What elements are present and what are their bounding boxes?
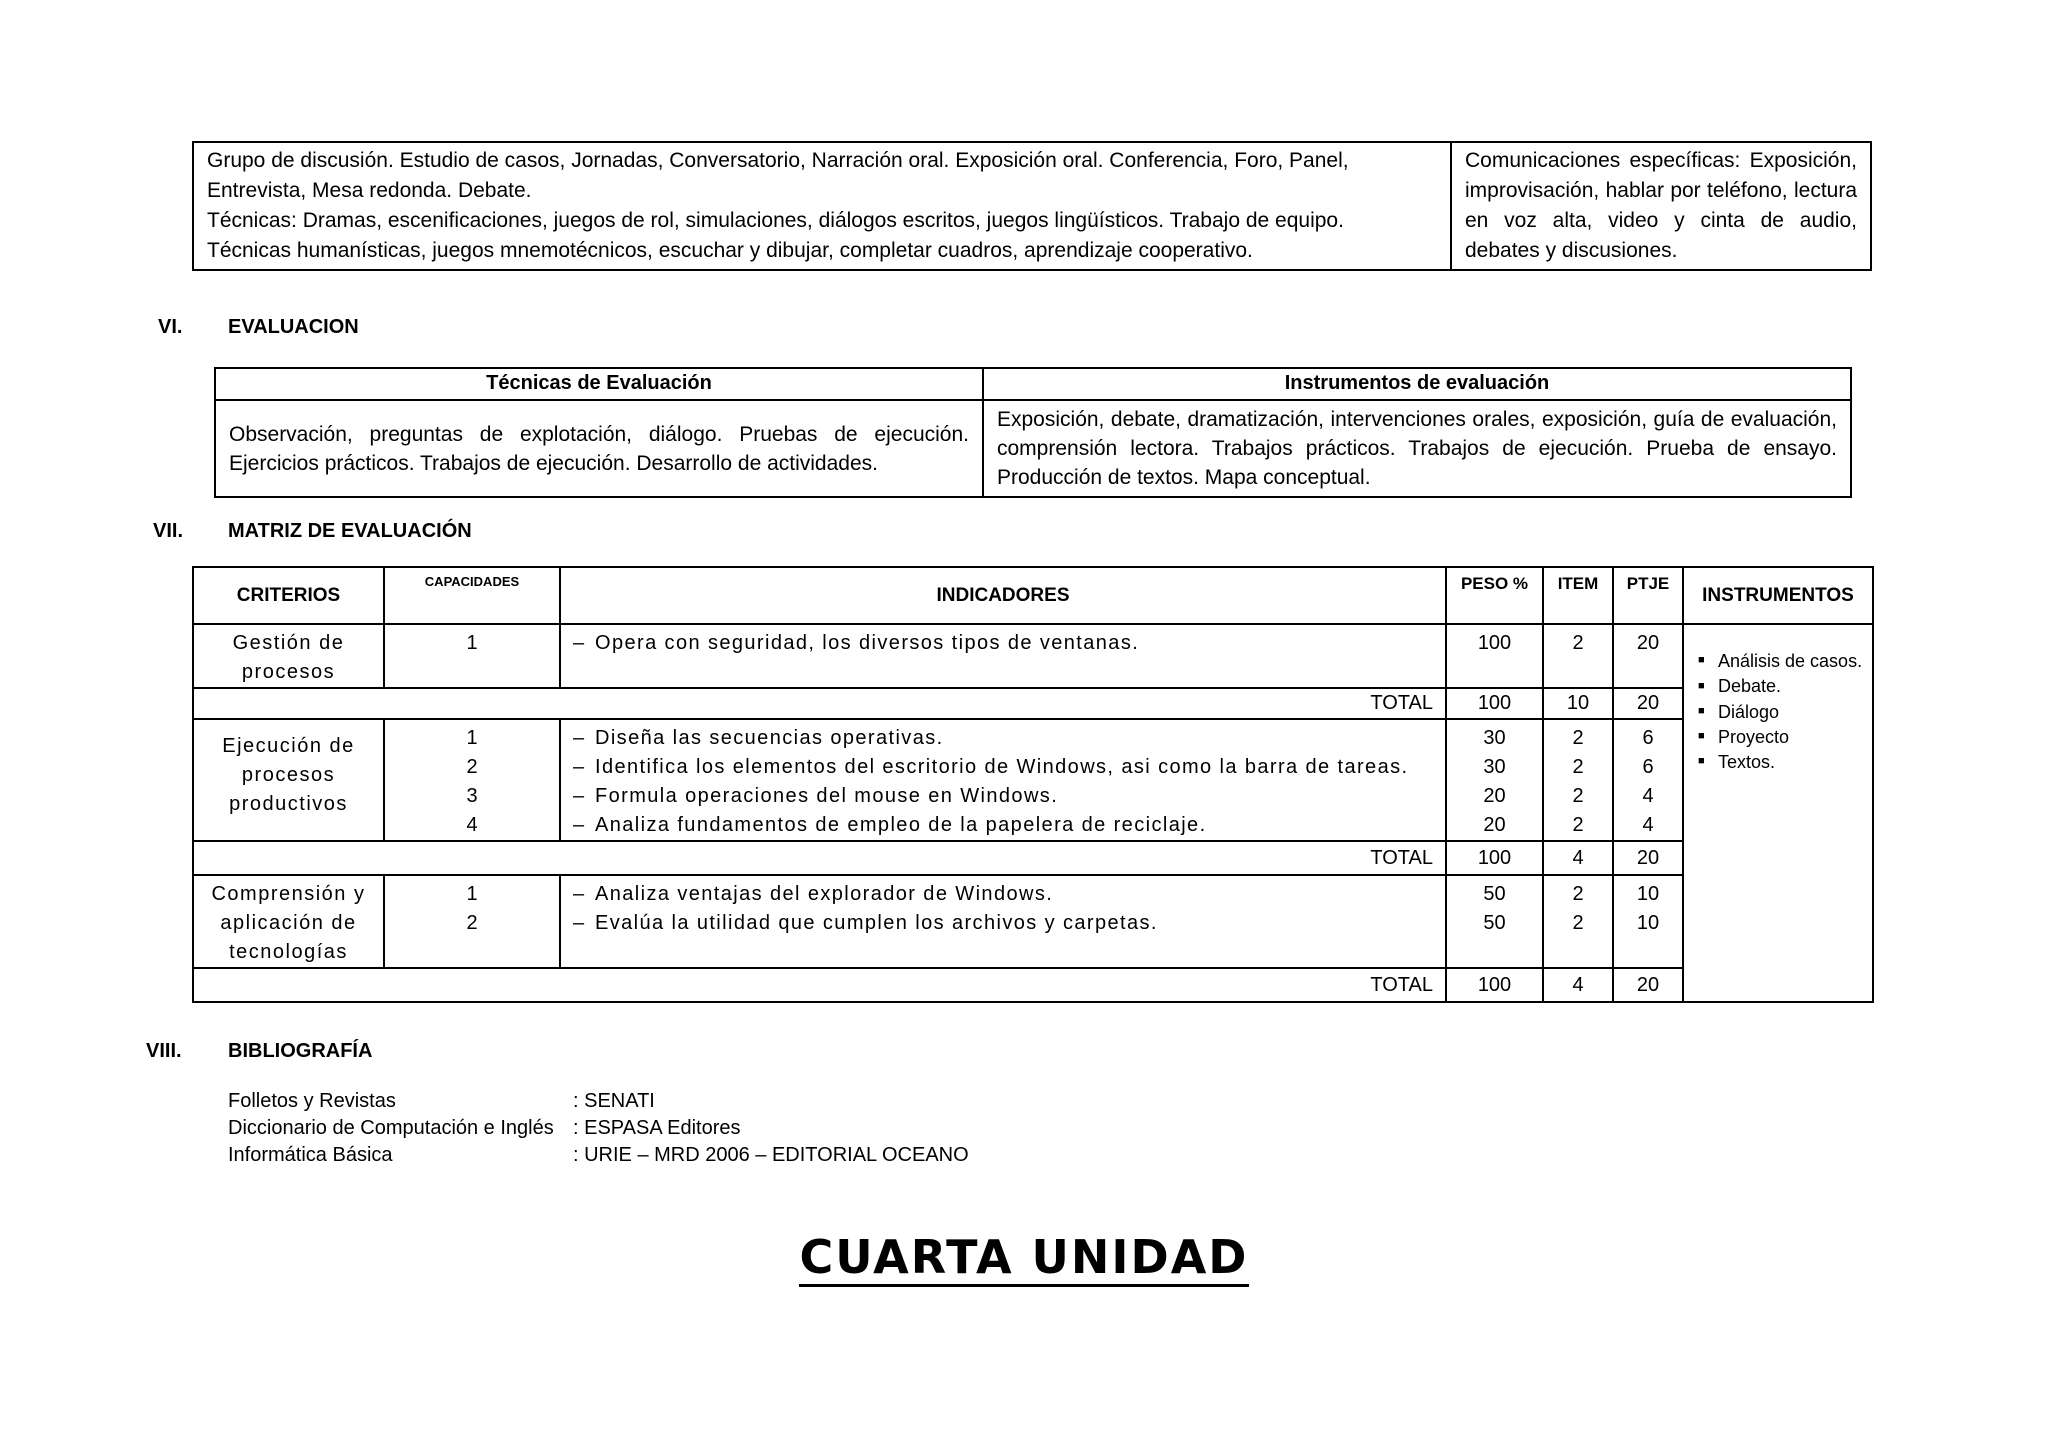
indicador-text: Formula operaciones del mouse en Windows.: [595, 785, 1059, 807]
section-number: VII.: [153, 520, 184, 542]
indicador-text: Identifica los elementos del escritorio de Windows, asi como la barra de tareas.: [595, 756, 1409, 778]
peso-value: 50: [1483, 883, 1506, 905]
instrumento-item: [1698, 750, 1872, 775]
section-title: MATRIZ DE EVALUACIÓN: [228, 520, 472, 542]
indicador-text: Evalúa la utilidad que cumplen los archivos y carpetas.: [595, 912, 1158, 934]
section-title: EVALUACION: [228, 316, 359, 338]
peso-value: 100: [1477, 632, 1512, 654]
dash-mark: –: [573, 883, 586, 905]
instrumento-text: Debate.: [1718, 676, 1782, 697]
capacidad-number: 1: [466, 883, 478, 905]
total-peso: 100: [1446, 688, 1543, 719]
instrumento-text: Análisis de casos.: [1718, 651, 1863, 671]
capacidades-cell: [384, 624, 560, 688]
strategies-left-cell: [193, 142, 1451, 270]
peso-value: 20: [1483, 814, 1506, 836]
dash-mark: –: [573, 814, 586, 836]
total-peso: 100: [1446, 841, 1543, 875]
indicador-item: [573, 782, 1445, 811]
indicador-text: Analiza ventajas del explorador de Windows.: [595, 883, 1054, 905]
strategies-line: Técnicas: Dramas, escenificaciones, juegos de rol, simulaciones, diálogos escritos, juegos lingüísticos. Trabajo de equipo.: [207, 209, 1344, 232]
item-value: 2: [1572, 883, 1584, 905]
total-peso: 100: [1446, 968, 1543, 1002]
ptje-value: 4: [1642, 785, 1654, 807]
peso-value: 20: [1483, 785, 1506, 807]
ptje-value: 6: [1642, 756, 1654, 778]
ptje-cell: [1613, 624, 1683, 688]
ptje-value: 4: [1642, 814, 1654, 836]
peso-value: 50: [1483, 912, 1506, 934]
item-value: 2: [1572, 727, 1584, 749]
capacidades-cell: [384, 719, 560, 841]
dash-mark: –: [573, 632, 586, 654]
strategies-line: Grupo de discusión. Estudio de casos, Jornadas, Conversatorio, Narración oral. Exposición oral. Conferencia, Foro, Panel,: [207, 149, 1349, 172]
peso-cell: [1446, 875, 1543, 968]
unit-heading-text: CUARTA UNIDAD: [799, 1230, 1248, 1287]
ptje-value: 10: [1636, 912, 1660, 934]
ptje-value: 20: [1636, 632, 1660, 654]
evaluation-matrix-table: [192, 566, 1874, 1003]
indicador-text: Analiza fundamentos de empleo de la papelera de reciclaje.: [595, 814, 1207, 836]
header-instrumentos: INSTRUMENTOS: [1683, 567, 1873, 624]
dash-mark: –: [573, 756, 586, 778]
ptje-cell: [1613, 719, 1683, 841]
evaluation-header-techniques: Técnicas de Evaluación: [215, 368, 983, 400]
indicador-text: Diseña las secuencias operativas.: [595, 727, 944, 749]
indicador-item: [573, 880, 1445, 909]
ptje-cell: [1613, 875, 1683, 968]
instrumentos-cell: [1683, 624, 1873, 1002]
total-item: 4: [1543, 841, 1613, 875]
bullet-icon: ■: [1698, 654, 1705, 667]
total-item: 10: [1543, 688, 1613, 719]
dash-mark: –: [573, 727, 586, 749]
instrumento-text: Diálogo: [1718, 701, 1780, 722]
criterio-cell: Comprensión y aplicación de tecnologías: [193, 875, 384, 968]
capacidad-number: 2: [466, 912, 478, 934]
section-number: VIII.: [146, 1040, 182, 1062]
strategies-table: [192, 141, 1872, 271]
section-title: BIBLIOGRAFÍA: [228, 1040, 373, 1062]
bibliography-value: : URIE – MRD 2006 – EDITORIAL OCEANO: [573, 1144, 969, 1166]
bibliography-value: : SENATI: [573, 1090, 655, 1112]
instrumento-text: Textos.: [1718, 752, 1776, 772]
bibliography-label: Diccionario de Computación e Inglés: [228, 1117, 554, 1139]
ptje-value: 10: [1636, 883, 1660, 905]
instrumento-item: [1698, 674, 1872, 699]
item-value: 2: [1572, 785, 1584, 807]
indicador-item: [573, 753, 1445, 782]
indicadores-cell: [560, 719, 1446, 841]
bullet-icon: ■: [1698, 704, 1705, 717]
bullet-icon: ■: [1698, 679, 1705, 692]
evaluation-header-instruments: Instrumentos de evaluación: [983, 368, 1851, 400]
indicadores-cell: [560, 875, 1446, 968]
indicador-item: [573, 629, 1445, 658]
peso-cell: [1446, 719, 1543, 841]
capacidades-cell: [384, 875, 560, 968]
item-value: 2: [1572, 912, 1584, 934]
indicador-item: [573, 811, 1445, 840]
header-item: ITEM: [1543, 567, 1613, 624]
peso-value: 30: [1483, 756, 1506, 778]
indicadores-cell: [560, 624, 1446, 688]
item-value: 2: [1572, 756, 1584, 778]
item-cell: [1543, 719, 1613, 841]
item-value: 2: [1572, 814, 1584, 836]
indicador-item: [573, 909, 1445, 938]
capacidad-number: 3: [466, 785, 478, 807]
strategies-right-cell: Comunicaciones específicas: Exposición, improvisación, hablar por teléfono, lectura en voz alta, video y cinta de audio, debates y discusiones.: [1451, 142, 1871, 270]
bullet-icon: ■: [1698, 730, 1705, 742]
total-label: TOTAL: [193, 688, 1446, 719]
instrumento-item: [1698, 649, 1872, 674]
header-indicadores: INDICADORES: [560, 567, 1446, 624]
instrumento-text: Proyecto: [1718, 726, 1790, 747]
header-capacidades: CAPACIDADES: [384, 567, 560, 624]
capacidad-number: 1: [466, 727, 478, 749]
peso-cell: [1446, 624, 1543, 688]
evaluation-instruments-cell: Exposición, debate, dramatización, intervenciones orales, exposición, guía de evaluación, comprensión lectora. Trabajos prácticos. Trabajos de ejecución. Prueba de ensayo. Producción de textos. Mapa conceptual.: [983, 400, 1851, 497]
total-item: 4: [1543, 968, 1613, 1002]
bibliography-value: : ESPASA Editores: [573, 1117, 741, 1139]
total-label: TOTAL: [193, 968, 1446, 1002]
header-ptje: PTJE: [1613, 567, 1683, 624]
instrumento-item: [1698, 725, 1872, 750]
section-number: VI.: [158, 316, 183, 338]
item-cell: [1543, 875, 1613, 968]
instrumento-item: [1698, 700, 1872, 725]
capacidad-number: 2: [466, 756, 478, 778]
capacidad-number: 4: [466, 814, 478, 836]
indicador-text: Opera con seguridad, los diversos tipos de ventanas.: [595, 632, 1140, 654]
item-cell: [1543, 624, 1613, 688]
ptje-value: 6: [1642, 727, 1654, 749]
dash-mark: –: [573, 785, 586, 807]
total-ptje: 20: [1613, 841, 1683, 875]
bullet-icon: ■: [1698, 755, 1705, 768]
evaluation-techniques-cell: Observación, preguntas de explotación, diálogo. Pruebas de ejecución. Ejercicios prácticos. Trabajos de ejecución. Desarrollo de actividades.: [215, 400, 983, 497]
strategies-line: Entrevista, Mesa redonda. Debate.: [207, 179, 532, 202]
indicador-item: [573, 724, 1445, 753]
evaluation-table: [214, 367, 1852, 498]
item-value: 2: [1572, 632, 1584, 654]
header-peso: PESO %: [1446, 567, 1543, 624]
unit-heading: [0, 1230, 2048, 1284]
header-criterios: CRITERIOS: [193, 567, 384, 624]
criterio-cell: Ejecución de procesos productivos: [193, 719, 384, 841]
peso-value: 30: [1483, 727, 1506, 749]
criterio-cell: Gestión de procesos: [193, 624, 384, 688]
capacidad-number: 1: [466, 632, 478, 654]
bibliography-label: Folletos y Revistas: [228, 1090, 396, 1112]
bibliography-label: Informática Básica: [228, 1144, 393, 1166]
total-ptje: 20: [1613, 688, 1683, 719]
total-label: TOTAL: [193, 841, 1446, 875]
strategies-line: Técnicas humanísticas, juegos mnemotécnicos, escuchar y dibujar, completar cuadros, aprendizaje cooperativo.: [207, 239, 1253, 262]
dash-mark: –: [573, 912, 586, 934]
total-ptje: 20: [1613, 968, 1683, 1002]
